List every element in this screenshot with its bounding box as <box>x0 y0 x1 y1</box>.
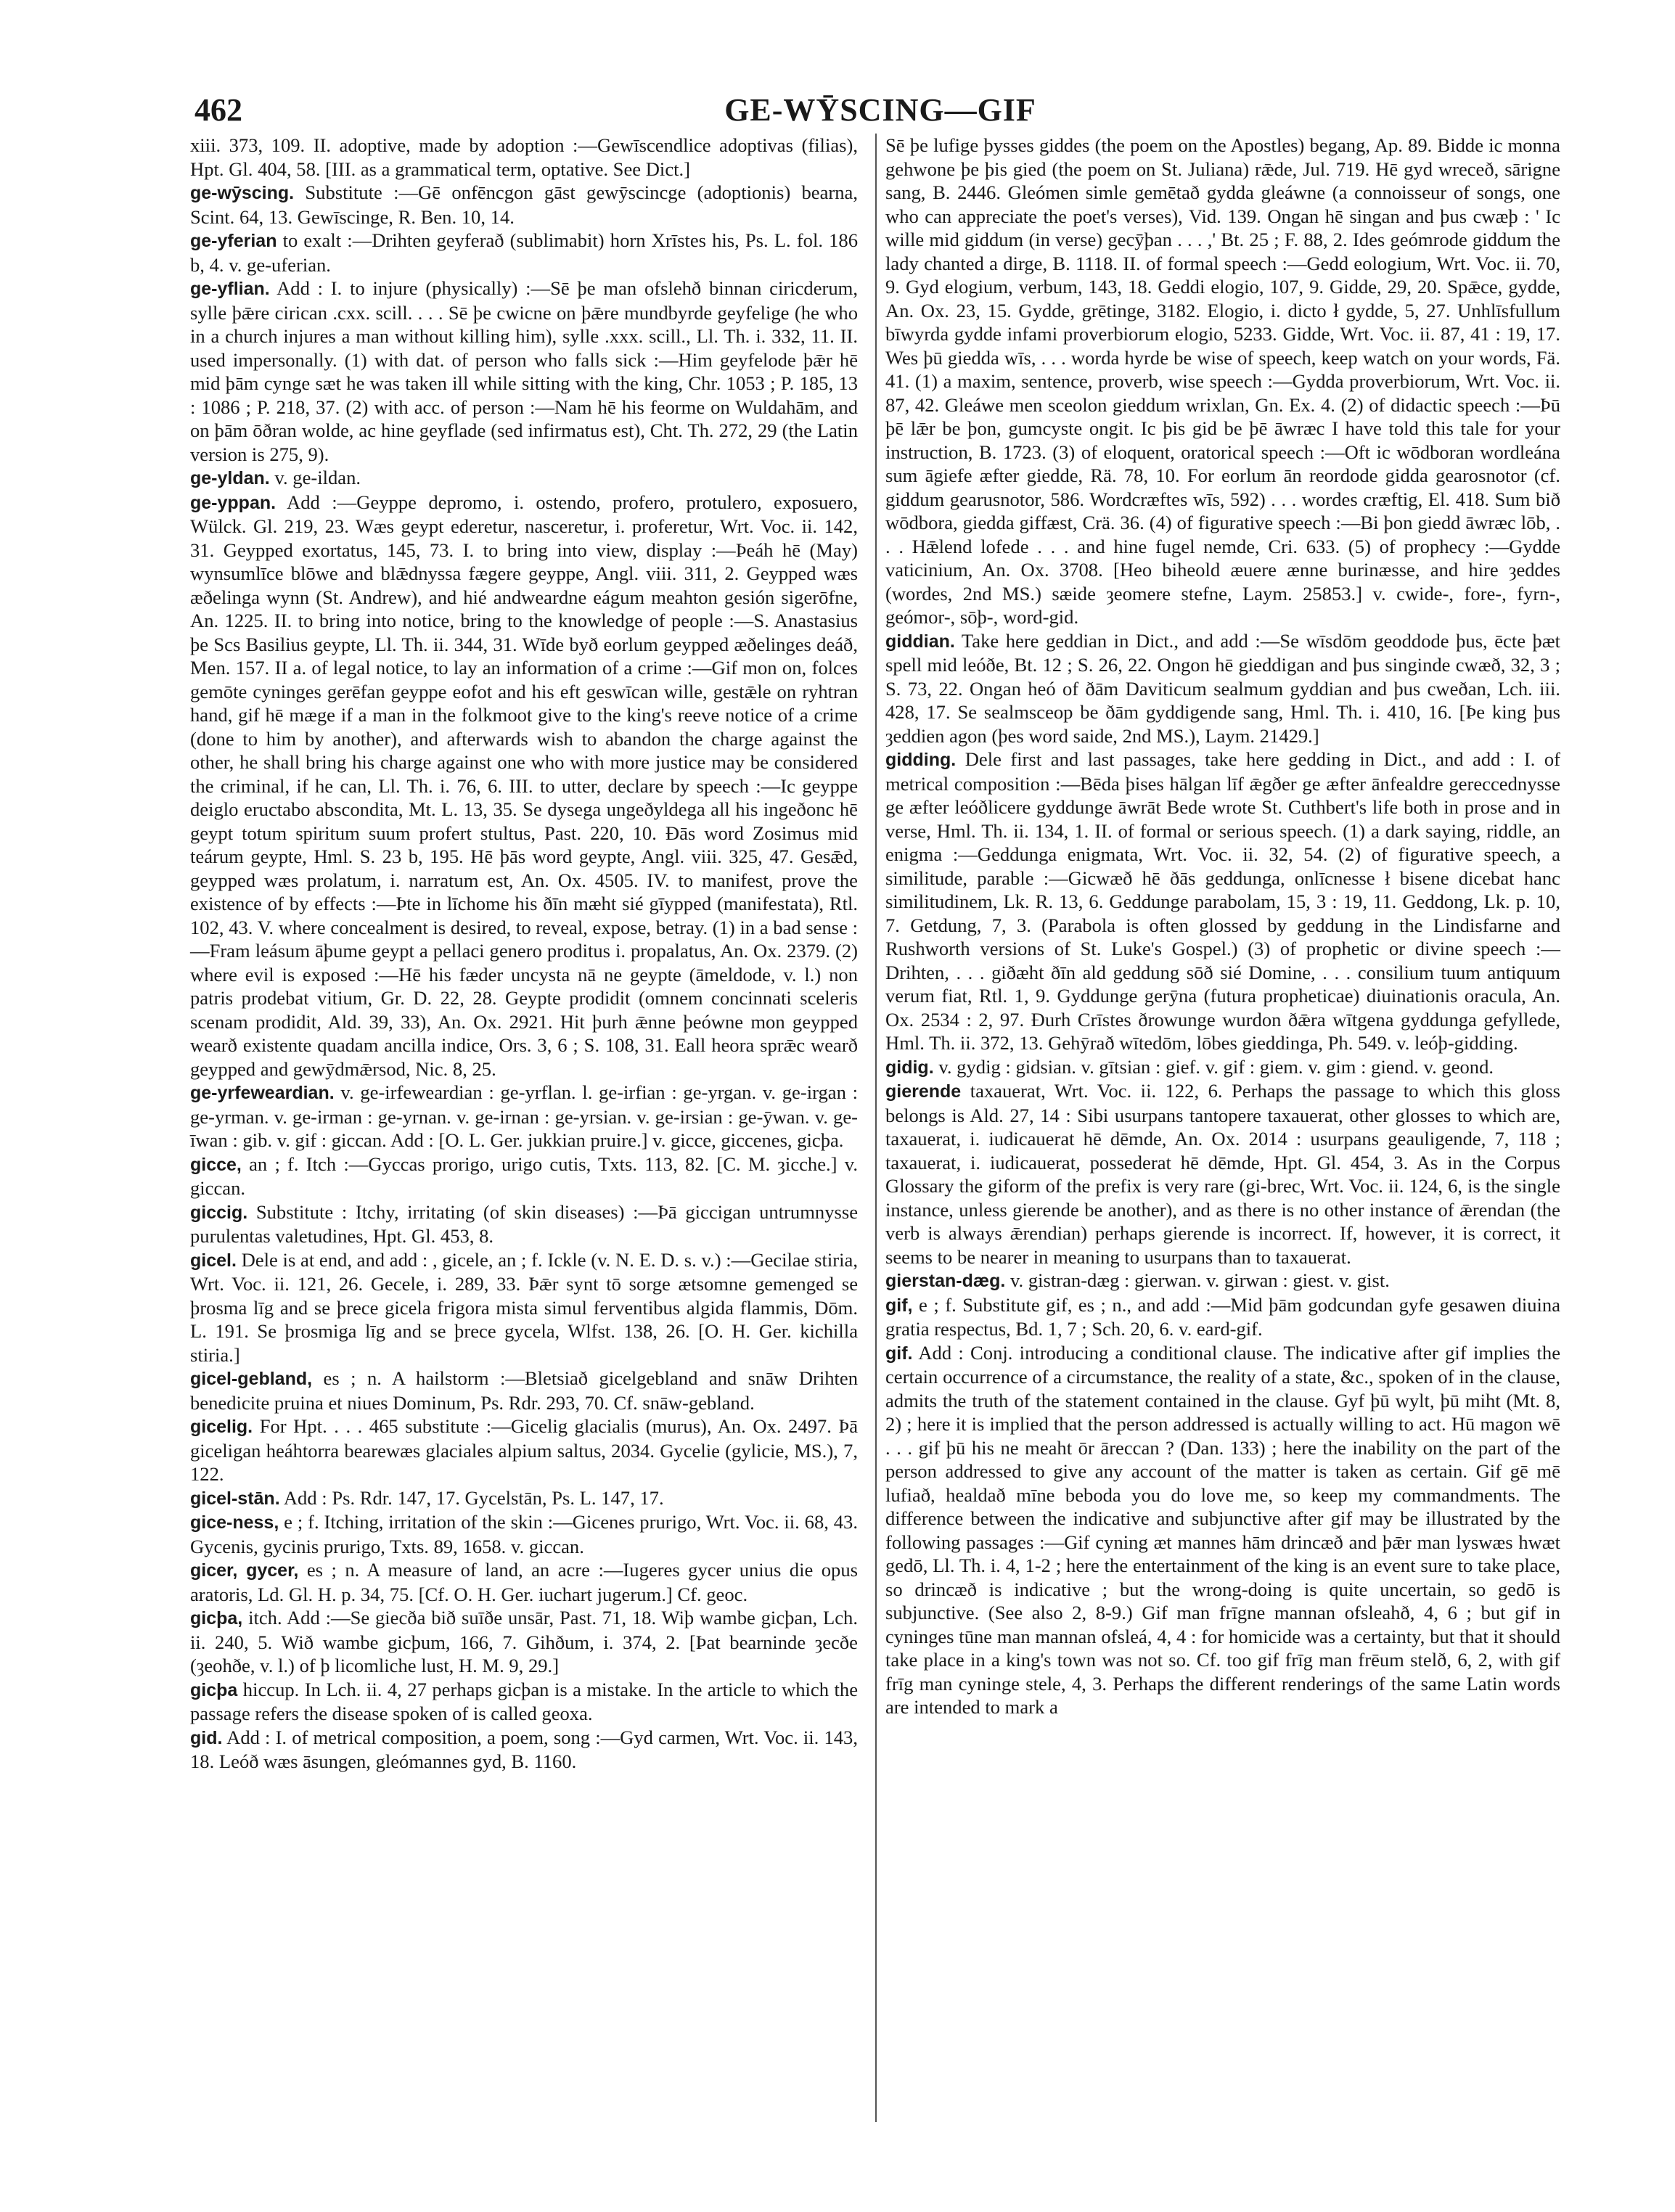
entry-headword: gid. <box>190 1727 223 1748</box>
dictionary-entry <box>885 1079 1560 1269</box>
entry-headword: gierstan-dæg. <box>885 1271 1006 1291</box>
dictionary-entry <box>885 1341 1560 1719</box>
entry-headword: gice-ness, <box>190 1512 279 1533</box>
entry-text: Add : I. to injure (physically) :—Sē þe man ofslehð binnan ciricderum, sylle þǣre cirican .cxx. scill. . . . Sē þe cwicne on þǣre mundbyrde geyfelige (he who in a church injures a man without killing him), sylle .xxx. scill., Ll. Th. i. 332, 11. II. used impersonally. (1) with dat. of person who falls sick :—Him geyfelode þǣr hē mid þām cynge sæt he was taken ill while sitting with the king, Chr. 1053 ; P. 185, 13 : 1086 ; P. 218, 37. (2) with acc. of person :—Nam hē his feorme on Wuldahām, and on þām ōðran wolde, ac hine geyflade (sed infirmatus est), Cht. Th. 272, 29 (the Latin version is 275, 9). <box>190 277 858 465</box>
dictionary-entry <box>190 134 858 181</box>
entry-headword: giccig. <box>190 1202 248 1223</box>
entry-text: es ; n. A hailstorm :—Bletsiað gicelgebland and snāw Drihten benedicite pruina et niues Dominum, Ps. Rdr. 293, 70. Cf. snāw-gebland. <box>190 1367 859 1414</box>
entry-text: es ; n. A measure of land, an acre :—Iugeres gycer unius die opus aratoris, Ld. Gl. H. p. 34, 75. [Cf. O. H. Ger. iuchart jugerum.] Cf. geoc. <box>190 1559 858 1605</box>
entry-headword: ge-yldan. <box>190 468 270 488</box>
entry-headword: ge-yflian. <box>190 279 270 299</box>
entry-text: e ; f. Substitute gif, es ; n., and add :—Mid þām godcundan gyfe gesawen diuina gratia respectus, Bd. 1, 7 ; Sch. 20, 6. v. eard-gif. <box>885 1293 1560 1340</box>
entry-headword: gicel-stān. <box>190 1488 280 1509</box>
entry-text: taxauerat, Wrt. Voc. ii. 122, 6. Perhaps the passage to which this gloss belongs is Ald. 27, 14 : Sibi usurpans tantopere taxauerat, other glosses to which are, taxauerat, i. iudicauerat hē dēmde, An. Ox. 2014 : usurpans geauligende, 7, 118 ; taxauerat, i. iudicauerat, possederat hē dēmde, Hpt. Gl. 454, 3. As in the Corpus Glossary the giform of the prefix is very rare (gi-brec, Wrt. Voc. ii. 124, 6, is the single instance, unless gierende be another), and as there is no other instance of ǣrendan (the verb is always ǣrendian) perhaps gierende is incorrect. If, however, it is correct, it seems to be nearer in meaning to usurpans than to taxauerat. <box>885 1080 1560 1268</box>
entry-text: Add :—Geyppe depromo, i. ostendo, profero, protulero, exposuero, Wülck. Gl. 219, 23. Wæs geypt ederetur, nasceretur, i. proferetur, Wrt. Voc. ii. 142, 31. Geypped exortatus, 145, 73. I. to bring into view, display :—Þeáh hē (May) wynsumlīce blōwe and blǣdnyssa fægere geyppe, Angl. viii. 311, 2. Geypped wæs æðelinga wynn (St. Andrew), and hié andweardne eágum meahton gesión sigerōfne, An. 1225. II. to bring into notice, bring to the knowledge of people :—S. Anastasius þe Scs Basilius geypte, Ll. Th. ii. 344, 31. Wīde byð eorlum geypped æðelinges deáð, Men. 157. II a. of legal notice, to lay an information of a crime :—Gif mon on, folces gemōte cyninges gerēfan geyppe eofot and his eft geswīcan wille, gestǣle on ryhtran hand, gif hē mæge if a man in the folkmoot give to the king's reeve notice of a crime (done to him by another), and afterwards wish to abandon the charge against the other, he shall bring his charge against one who with more justice may be considered the criminal, if he can, Ll. Th. i. 76, 6. III. to utter, declare by speech :—Ic geyppe deiglo eructabo abscondita, Mt. L. 13, 35. Se dysega ungeðyldega all his ingeðonc hē geypt totum spiritum suum profert stultus, Past. 220, 10. Ðās word Zosimus mid teárum geypte, Hml. S. 23 b, 195. Hē þās word geypte, Angl. viii. 325, 47. Gesǣd, geypped wæs prolatum, i. narratum est, An. Ox. 4505. IV. to manifest, prove the existence of by effects :—Þte in līchome his ðīn mæht sié gīypped (manifestata), Rtl. 102, 43. V. where concealment is desired, to reveal, expose, betray. (1) in a bad sense :—Fram leásum āþume geypt a pellaci genero proditus i. propalatus, An. Ox. 2379. (2) where evil is exposed :—Hē his fæder uncysta nā ne geypte (āmeldode, v. l.) non patris prodebat vitium, Gr. D. 22, 28. Geypte prodidit (omnem concinnati sceleris scenam prodidit, Ald. 39, 33), An. Ox. 2921. Hit þurh ǣnne þeówne mon geypped wearð existente quadam ancilla indice, Ors. 3, 6 ; S. 108, 31. Eall heora sprǣc wearð geypped and gewȳdmǣrsod, Nic. 8, 25. <box>190 491 858 1080</box>
entry-text: v. ge-irfeweardian : ge-yrflan. l. ge-irfian : ge-yrgan. v. ge-irgan : ge-yrman. v. ge-irman : ge-yrnan. v. ge-irnan : ge-yrsian. v. ge-irsian : ge-ȳwan. v. ge-īwan : gib. v. gif : giccan. Add : [O. L. Ger. jukkian pruire.] v. gicce, giccenes, gicþa. <box>190 1081 858 1151</box>
dictionary-entry <box>190 229 858 276</box>
entry-text: Add : Ps. Rdr. 147, 17. Gycelstān, Ps. L. 147, 17. <box>283 1486 664 1509</box>
entry-text: xiii. 373, 109. II. adoptive, made by adoption :—Gewīscendlice adoptivas (filias), Hpt. Gl. 404, 58. [III. as a grammatical term, optative. See Dict.] <box>190 134 858 180</box>
dictionary-entry <box>190 276 858 466</box>
entry-text: Dele first and last passages, take here gedding in Dict., and add : I. of metrical composition :—Bēda þises hālgan līf ǣgðer ge æfter ānfealdre gereccednysse ge æfter leóðlicere gyddunge āwrāt Bede wrote St. Cuthbert's life both in prose and in verse, Hml. Th. ii. 134, 1. II. of formal or serious speech. (1) a dark saying, riddle, an enigma :—Geddunga enigmata, Wrt. Voc. ii. 32, 54. (2) of figurative speech, a similitude, parable :—Gicwæð hē ðās geddunga, onlīcnesse ł bisene dicebat hanc similitudinem, Lk. R. 13, 6. Geddunge parabolam, 15, 3 : 19, 11. Geddong, Lk. p. 10, 7. Getdung, 7, 3. (Parabola is often glossed by geddung in the Lindisfarne and Rushworth versions of St. Luke's Gospel.) (3) of prophetic or divine speech :—Drihten, . . . giðæht ðīn ald geddung sōð sié Domine, . . . consilium tuum antiquum verum fiat, Rtl. 1, 9. Gyddunge gerȳna (futura propheticae) diuinationis oracula, An. Ox. 2534 : 2, 97. Ðurh Crīstes ðrowunge wurdon ðǣra wītgena gyddunga gefyllede, Hml. Th. ii. 372, 13. Gehȳrað wītedōm, lōbes gieddinga, Ph. 549. v. leóþ-gidding. <box>885 748 1560 1054</box>
entry-text: e ; f. Itching, irritation of the skin :—Gicenes prurigo, Wrt. Voc. ii. 68, 43. Gycenis, gycinis prurigo, Txts. 89, 1658. v. giccan. <box>190 1511 858 1557</box>
entry-text: For Hpt. . . . 465 substitute :—Gicelig glacialis (murus), An. Ox. 2497. Þā giceligan heáhtorra bearewæs glaciales alpium saltus, 2034. Gycelie (gylicie, MS.), 7, 122. <box>190 1415 858 1485</box>
entry-headword: giddian. <box>885 631 955 652</box>
entry-text: v. ge-ildan. <box>274 467 361 488</box>
entry-text: Sē þe lufige þysses giddes (the poem on the Apostles) begang, Ap. 89. Bidde ic monna gehwone þe þis gied (the poem on St. Juliana) rǣde, Jul. 719. Hē gyd wreceð, sārigne sang, B. 2446. Gleómen simle gemētað gydda gleáwne (a connoisseur of songs, one who can appreciate the poet's verses), Vid. 139. Ongan hē singan and þus cwæþ : ' Ic wille mid giddum (in verse) gecȳþan . . . ,' Bt. 25 ; F. 88, 2. Ides geómrode giddum the lady chanted a dirge, B. 1118. II. of formal speech :—Gedd eologium, Wrt. Voc. ii. 70, 9. Gyd elogium, verbum, 143, 18. Geddi elogio, 107, 9. Gidde, 29, 20. Spǣce, gydde, An. Ox. 23, 15. Gydde, grētinge, 3182. Elogio, i. dicto ł gydde, 5, 27. Unhlīsfullum bīwyrda gydde infami proverbiorum elogio, 5233. Gidde, Wrt. Voc. ii. 87, 41 : 19, 17. Wes þū giedda wīs, . . . worda hyrde be wise of speech, keep watch on your words, Fä. 41. (1) a maxim, sentence, proverb, wise speech :—Gydda proverbiorum, Wrt. Voc. ii. 87, 42. Gleáwe men sceolon gieddum wrixlan, Gn. Ex. 4. (2) of didactic speech :—Þū þē lǣr be þon, gumcyste ongit. Ic þis gid be þē āwræc I have told this tale for your instruction, B. 1723. (3) of eloquent, oratorical speech :—Oft ic wōdboran wordleána sum āgiefe æfter giedde, Rä. 78, 10. For eorlum ān reordode gidda gearosnotor (cf. giddum gearusnotor, 586. Wordcræftes wīs, 592) . . . wordes cræftig, El. 418. Sum bið wōdbora, giedda giffæst, Crä. 36. (4) of figurative speech :—Bi þon giedd āwræc lōb, . . . Hǣlend lofede . . . and hine fugel nemde, Cri. 633. (5) of prophecy :—Gydde vaticinium, An. Ox. 3708. [Heo biheold æuere ænne burinæsse, and hire ȝeddes (wordes, 2nd MS.) sæide ȝeomere stefne, Laym. 25853.] v. cwide-, fore-, fyrn-, geómor-, sōþ-, word-gid. <box>885 134 1560 628</box>
entry-headword: gicel-gebland, <box>190 1369 313 1389</box>
entry-headword: gicelig. <box>190 1417 253 1437</box>
entry-text: Dele is at end, and add : , gicele, an ; f. Ickle (v. N. E. D. s. v.) :—Gecilae stiria, Wrt. Voc. ii. 121, 26. Gecele, i. 289, 33. Þǣr synt tō sorge ætsomne gemenged se þrosma līg and se þrece gicela frigora mista simul ferventibus algida flammis, Dōm. L. 191. Se þrosmiga līg and se þrece gycela, Wlfst. 138, 26. [O. H. Ger. kichilla stiria.] <box>190 1248 858 1366</box>
dictionary-entry <box>190 1414 858 1486</box>
entry-headword: gicþa <box>190 1679 238 1700</box>
dictionary-entry <box>885 134 1560 629</box>
dictionary-entry <box>190 181 858 229</box>
column-divider <box>875 134 877 2122</box>
entry-headword: ge-yppan. <box>190 492 277 513</box>
entry-headword: gierende <box>885 1081 962 1102</box>
entry-headword: gif. <box>885 1343 913 1364</box>
entry-headword: gidding. <box>885 750 957 770</box>
page-number: 462 <box>194 92 242 128</box>
dictionary-entry <box>190 1510 858 1558</box>
entry-headword: gidig. <box>885 1057 934 1078</box>
entry-text: Add : Conj. introducing a conditional clause. The indicative after gif implies the certain occurrence of a circumstance, the reality of a state, &c., spoken of in the clause, admits the truth of the statement contained in the clause. Gyf þū wylt, þū miht (Mt. 8, 2) ; here it is implied that the person addressed is actually willing to act. Hū magon wē . . . gif þū his ne meaht ōr āreccan ? (Dan. 133) ; here the inability on the part of the person addressed to give any account of the matter is taken as certain. Gif gē mē lufiað, healdað mīne beboda you do love me, so keep my commandments. The difference between the indicative and subjunctive after gif may be illustrated by the following passages :—Gif cyning æt mannes hām drincæð and þǣr man lyswæs hwæt gedō, Ll. Th. i. 4, 1-2 ; here the entertainment of the king is an event sure to take place, so drincæð is indicative ; but the wrong-doing is quite uncertain, so gedō is subjunctive. (See also 2, 8-9.) Gif man frīgne mannan ofsleahð, 4, 6 ; but gif in cyninges tūne man mannan ofsleá, 4, 4 : for homicide was a certainty, but that it should take place in a king's town was not so. Cf. too gif frīg man frēum stelð, 6, 2, with gif frīg man cyninge stele, 4, 3. Perhaps the different renderings of the same Latin words are intended to mark a <box>885 1341 1561 1718</box>
dictionary-entry <box>190 1726 858 1774</box>
entry-text: v. gistran-dæg : gierwan. v. girwan : giest. v. gist. <box>1009 1269 1390 1291</box>
entry-text: Take here geddian in Dict., and add :—Se wīsdōm geoddode þus, ēcte þæt spell mid leóðe, Bt. 12 ; S. 26, 22. Ongon hē gieddigan and þus singinde cwæð, 32, 3 ; S. 73, 22. Ongan heó of ðām Daviticum sealmum gyddian and þus cweðan, Lch. iii. 428, 17. Se sealmsceop be ðām gyddigende sang, Hml. Th. i. 410, 16. [Þe king þus ȝeddien agon (þes word saide, 2nd MS.), Laym. 21429.] <box>885 629 1560 747</box>
dictionary-entry <box>190 1558 858 1606</box>
dictionary-entry <box>885 629 1560 748</box>
entry-headword: gicþa, <box>190 1608 243 1629</box>
dictionary-entry <box>885 1055 1560 1080</box>
dictionary-entry <box>190 1200 858 1248</box>
dictionary-entry <box>190 466 858 491</box>
running-title: GE-WȲSCING—GIF <box>724 92 1036 128</box>
entry-headword: ge-yrfeweardian. <box>190 1083 335 1103</box>
entry-text: to exalt :—Drihten geyferað (sublimabit) horn Xrīstes his, Ps. L. fol. 186 b, 4. v. ge-uferian. <box>190 229 858 276</box>
dictionary-entry <box>190 1678 858 1726</box>
dictionary-entry <box>190 491 858 1081</box>
entry-text: itch. Add :—Se giecða bið suīðe unsār, Past. 71, 18. Wiþ wambe gicþan, Lch. ii. 240, 5. Wið wambe gicþum, 166, 7. Gihðum, i. 374, 2. [Þat bearninde ȝecðe (ȝeohðe, v. l.) of þ licomliche lust, H. M. 9, 29.] <box>190 1607 858 1676</box>
dictionary-entry <box>885 1293 1560 1341</box>
page-header <box>194 91 1566 135</box>
left-column <box>190 134 858 1774</box>
entry-headword: gicer, gycer, <box>190 1560 299 1581</box>
entry-headword: ge-yferian <box>190 231 277 251</box>
dictionary-entry <box>190 1606 858 1678</box>
entry-headword: ge-wȳscing. <box>190 183 295 203</box>
entry-text: hiccup. In Lch. ii. 4, 27 perhaps gicþan is a mistake. In the article to which the passage refers the disease spoken of is called geoxa. <box>190 1678 858 1724</box>
entry-text: Substitute :—Gē onfēncgon gāst gewȳscincge (adoptionis) bearna, Scint. 64, 13. Gewīscinge, R. Ben. 10, 14. <box>190 181 858 228</box>
right-column <box>885 134 1560 1719</box>
entry-text: v. gydig : gidsian. v. gītsian : gief. v. gif : giem. v. gim : giend. v. geond. <box>938 1055 1494 1078</box>
entry-text: Add : I. of metrical composition, a poem, song :—Gyd carmen, Wrt. Voc. ii. 143, 18. Leóð wæs āsungen, gleómannes gyd, B. 1160. <box>190 1726 858 1772</box>
entry-headword: gif, <box>885 1295 913 1316</box>
dictionary-entry <box>885 747 1560 1055</box>
dictionary-entry <box>190 1248 858 1367</box>
dictionary-entry <box>190 1081 858 1152</box>
entry-headword: gicce, <box>190 1154 242 1175</box>
entry-headword: gicel. <box>190 1250 237 1271</box>
dictionary-entry <box>190 1367 858 1414</box>
dictionary-entry <box>885 1269 1560 1293</box>
dictionary-entry <box>190 1152 858 1200</box>
entry-text: Substitute : Itchy, irritating (of skin diseases) :—Þā giccigan untrumnysse purulentas valetudines, Hpt. Gl. 453, 8. <box>190 1200 858 1247</box>
dictionary-entry <box>190 1486 858 1511</box>
entry-text: an ; f. Itch :—Gyccas prorigo, urigo cutis, Txts. 113, 82. [C. M. ȝicche.] v. giccan. <box>190 1152 858 1199</box>
